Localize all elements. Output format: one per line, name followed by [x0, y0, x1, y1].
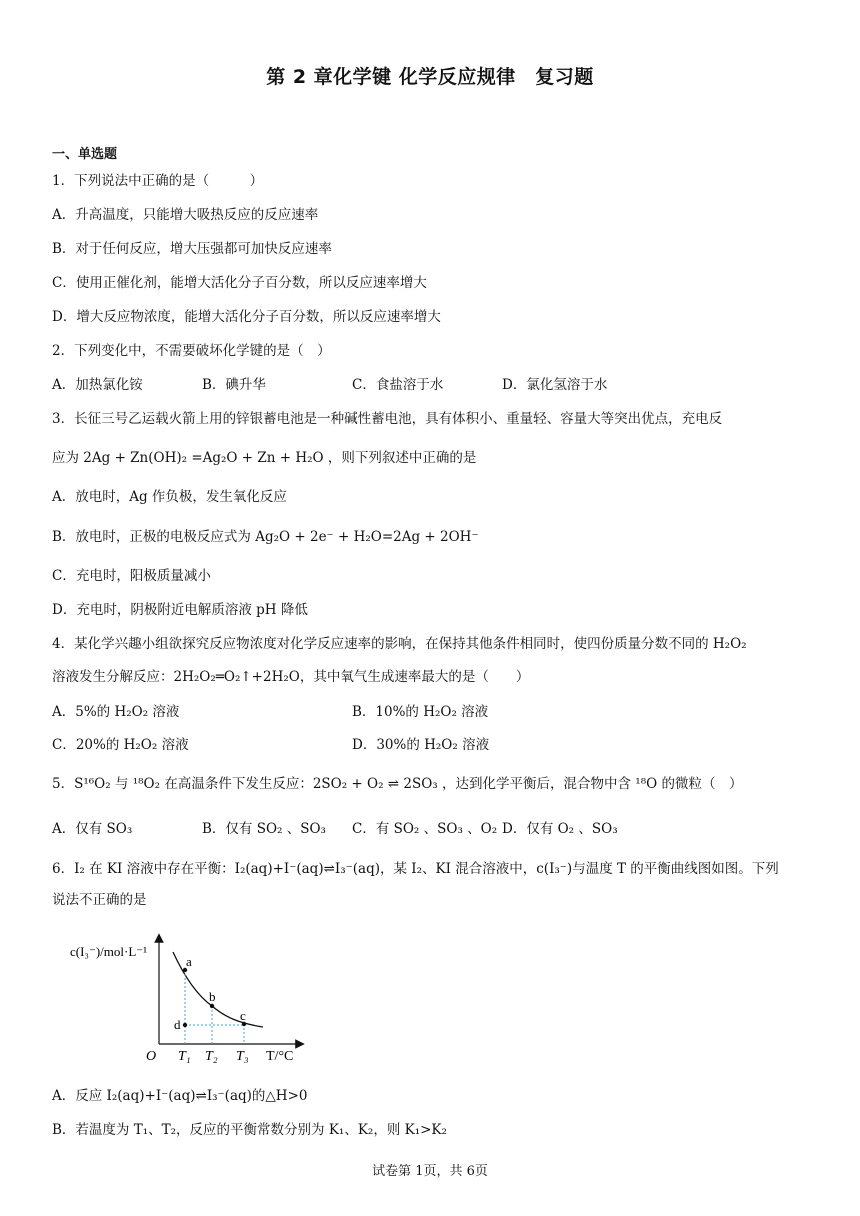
x-axis-label: T/°C: [266, 1049, 294, 1064]
q2-stem: 2．下列变化中，不需要破坏化学键的是（ ）: [52, 343, 331, 359]
point-c-label: c: [240, 1008, 246, 1023]
q1-option-a: A．升高温度，只能增大吸热反应的反应速率: [52, 207, 319, 223]
q4-option-d: D．30%的 H₂O₂ 溶液: [352, 737, 490, 753]
page-footer: 试卷第 1页，共 6页: [372, 1164, 488, 1179]
q5-stem: 5．S¹⁶O₂ 与 ¹⁸O₂ 在高温条件下发生反应：2SO₂ + O₂ ⇌ 2SO₃ ，达到化学平衡后，混合物中含 ¹⁸O 的微粒（ ）: [52, 776, 743, 792]
q3-stem-line2: 应为 2Ag + Zn(OH)₂ =Ag₂O + Zn + H₂O ，则下列叙述中正确的是: [52, 450, 477, 466]
q6-option-b: B．若温度为 T₁、T₂，反应的平衡常数分别为 K₁、K₂，则 K₁>K₂: [52, 1122, 447, 1138]
q2-option-a: A．加热氯化铵: [52, 377, 143, 393]
point-b-label: b: [209, 989, 216, 1004]
q2-option-d: D．氯化氢溶于水: [502, 377, 608, 393]
q6-stem-line2: 说法不正确的是: [52, 892, 147, 908]
point-d: [183, 1023, 187, 1027]
q3-stem-line1: 3．长征三号乙运载火箭上用的锌银蓄电池是一种碱性蓄电池，具有体积小、重量轻、容量大等突出优点，充电反: [52, 411, 723, 427]
q5-option-a: A．仅有 SO₃: [52, 821, 133, 837]
q3-option-b: B．放电时，正极的电极反应式为 Ag₂O + 2e⁻ + H₂O=2Ag + 2OH⁻: [52, 529, 479, 545]
point-d-label: d: [174, 1017, 181, 1032]
q5-option-b: B．仅有 SO₂ 、SO₃: [202, 821, 326, 837]
q4-stem-line1: 4．某化学兴趣小组欲探究反应物浓度对化学反应速率的影响，在保持其他条件相同时，使四份质量分数不同的 H₂O₂: [52, 636, 747, 652]
page-title: 第 2 章化学键 化学反应规律 复习题: [266, 66, 594, 88]
tick-t1-label: T₁: [178, 1049, 191, 1064]
q3-option-d: D．充电时，阴极附近电解质溶液 pH 降低: [52, 602, 308, 618]
origin-label: O: [146, 1049, 157, 1064]
q4-option-a: A．5%的 H₂O₂ 溶液: [52, 704, 180, 720]
q4-option-b: B．10%的 H₂O₂ 溶液: [352, 704, 489, 720]
q3-option-a: A．放电时，Ag 作负极，发生氧化反应: [52, 489, 287, 505]
point-a-label: a: [186, 954, 192, 969]
q6-option-a: A．反应 I₂(aq)+I⁻(aq)⇌I₃⁻(aq)的△H>0: [52, 1088, 308, 1104]
q2-option-b: B．碘升华: [202, 377, 266, 393]
y-axis-label: c(I₃⁻)/mol·L⁻¹: [70, 944, 148, 959]
q6-stem-line1: 6．I₂ 在 KI 溶液中存在平衡：I₂(aq)+I⁻(aq)⇌I₃⁻(aq)，某 I₂、KI 混合溶液中，c(I₃⁻)与温度 T 的平衡曲线图如图。下列: [52, 861, 779, 877]
section-heading: 一、单选题: [52, 147, 118, 162]
q5-option-c: C．有 SO₂ 、SO₃ 、O₂: [352, 821, 498, 837]
q3-option-c: C．充电时，阳极质量减小: [52, 568, 211, 584]
q1-option-b: B．对于任何反应，增大压强都可加快反应速率: [52, 241, 332, 257]
q1-stem: 1．下列说法中正确的是（ ）: [52, 173, 264, 189]
q1-option-d: D．增大反应物浓度，能增大活化分子百分数，所以反应速率增大: [52, 309, 441, 325]
q4-stem-line2: 溶液发生分解反应：2H₂O₂═O₂↑+2H₂O，其中氧气生成速率最大的是（ ）: [52, 669, 530, 685]
q5-option-d: D．仅有 O₂ 、SO₃: [502, 821, 618, 837]
tick-t3-label: T₃: [236, 1049, 249, 1064]
point-b: [210, 1004, 214, 1008]
q1-option-c: C．使用正催化剂，能增大活化分子百分数，所以反应速率增大: [52, 275, 427, 291]
equilibrium-graph: [60, 930, 320, 1070]
q4-option-c: C．20%的 H₂O₂ 溶液: [52, 737, 189, 753]
q2-option-c: C．食盐溶于水: [352, 377, 444, 393]
tick-t2-label: T₂: [205, 1049, 218, 1064]
